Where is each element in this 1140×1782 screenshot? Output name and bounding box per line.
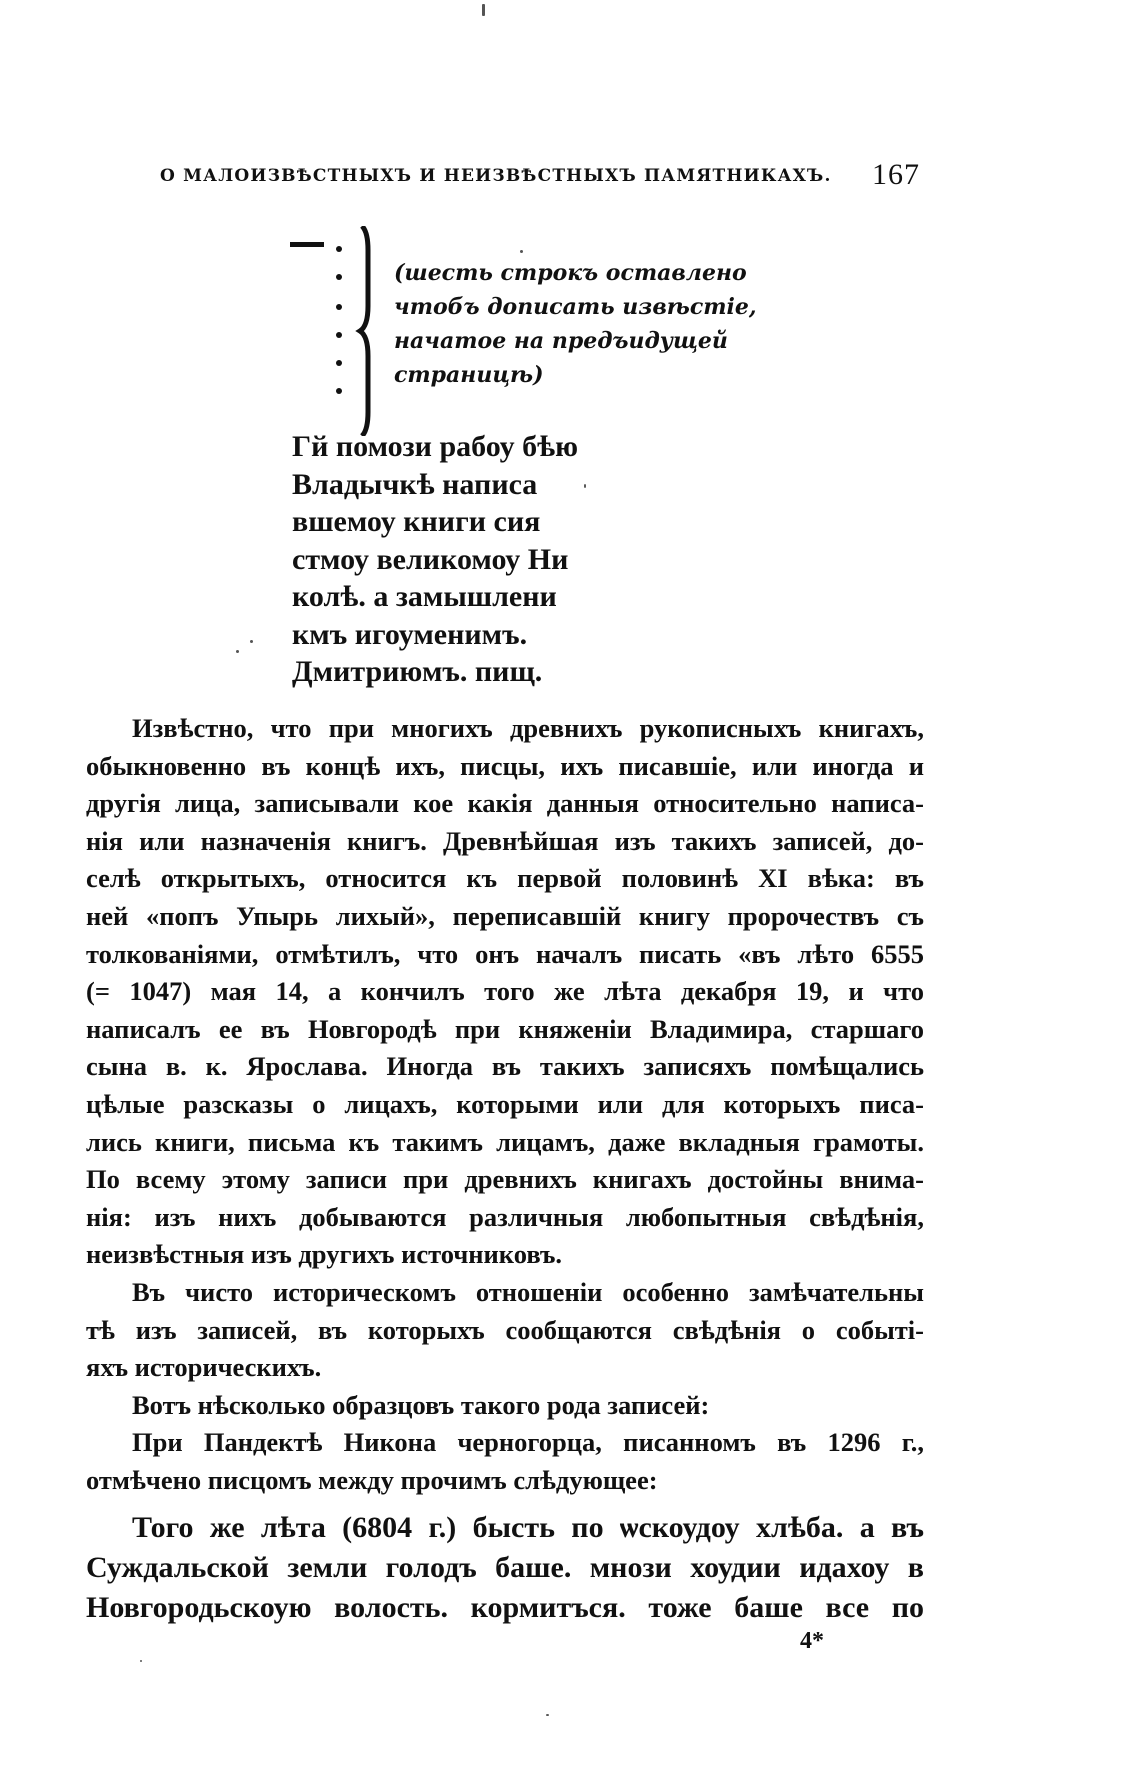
body-line: нія или назначенія книгъ. Древнѣйшая изъ такихъ записей, до- — [86, 825, 924, 856]
inscription-line: колѣ. а замышлени — [292, 580, 557, 613]
body-line: сына в. к. Ярослава. Иногда въ такихъ записяхъ помѣщались — [86, 1051, 924, 1082]
inscription-line: Дмитриюмъ. пищ. — [292, 655, 543, 688]
inscription-line: Владычкѣ написа — [292, 467, 538, 501]
body-line: Въ чисто историческомъ отношеніи особенно замѣчательны — [132, 1276, 924, 1307]
body-text — [86, 710, 924, 1499]
slavonic-inscription — [292, 428, 712, 691]
body-line: По всему этому записи при древнихъ книгахъ достойны внима- — [86, 1164, 924, 1195]
body-line: тѣ изъ записей, въ которыхъ сообщаются свѣдѣнія о событі- — [86, 1314, 924, 1345]
omission-dash — [290, 242, 324, 247]
body-line: другія лица, записывали кое какія данныя относительно написа- — [86, 788, 924, 819]
editorial-note — [394, 256, 774, 392]
curly-brace — [354, 226, 384, 436]
quoted-record — [86, 1508, 924, 1628]
inscription-line: кмъ игоуменимъ. — [292, 617, 528, 651]
note-line: начатое на предъидущей — [394, 328, 728, 354]
inscription-line: стмоу великомоу Ни — [292, 542, 569, 576]
body-line: отмѣчено писцомъ между прочимъ слѣдующее: — [86, 1464, 658, 1495]
print-speck — [546, 1714, 549, 1716]
body-line: цѣлые разсказы о лицахъ, которыми или для которыхъ писа- — [86, 1088, 924, 1119]
body-line: селѣ открытыхъ, относится къ первой половинѣ XI вѣка: въ — [86, 863, 924, 894]
body-line: Извѣстно, что при многихъ древнихъ рукописныхъ книгахъ, — [132, 713, 924, 743]
page-number: 167 — [872, 158, 920, 191]
quote-line: Суждальской земли голодъ баше. мнози хоудии идахоу в — [86, 1551, 924, 1584]
body-line: Вотъ нѣсколько образцовъ такого рода записей: — [132, 1389, 710, 1420]
body-line: ней «попъ Упырь лихый», переписавшій книгу пророчествъ съ — [86, 900, 924, 931]
quote-line: Того же лѣта (6804 г.) бысть по ѡскоудоу хлѣба. а въ — [132, 1511, 924, 1544]
print-speck — [250, 640, 253, 643]
body-line: лись книги, письма къ такимъ лицамъ, даже вкладныя грамоты. — [86, 1126, 924, 1157]
note-line: чтобъ дописать извѣстіе, — [394, 294, 757, 320]
running-title: О МАЛОИЗВѢСТНЫХЪ И НЕИЗВѢСТНЫХЪ ПАМЯТНИКАХЪ. — [160, 166, 832, 186]
note-line: страницѣ) — [394, 362, 544, 388]
body-line: (= 1047) мая 14, а кончилъ того же лѣта декабря 19, и что — [86, 976, 924, 1007]
omission-dot — [336, 388, 342, 394]
body-line: нія: изъ нихъ добываются различныя любопытныя свѣдѣнія, — [86, 1201, 924, 1232]
omission-dot — [336, 274, 342, 280]
print-speck — [520, 250, 523, 253]
omission-dot — [336, 332, 342, 338]
body-line: написалъ ее въ Новгородѣ при княженіи Владимира, старшаго — [86, 1013, 924, 1044]
signature-mark: 4* — [800, 1628, 824, 1654]
omission-marks — [290, 226, 350, 426]
print-speck — [482, 4, 485, 16]
print-speck — [236, 650, 239, 653]
body-line: При Пандектѣ Никона черногорца, писанномъ въ 1296 г., — [132, 1427, 924, 1458]
omission-dot — [336, 246, 342, 252]
omission-dot — [336, 360, 342, 366]
body-line: толкованіями, отмѣтилъ, что онъ началъ писать «въ лѣто 6555 — [86, 938, 924, 969]
note-line: (шесть строкъ оставлено — [394, 260, 747, 286]
running-header — [160, 158, 920, 198]
omission-dot — [336, 304, 342, 310]
inscription-line: вшемоу книги сия — [292, 505, 541, 538]
body-line: яхъ историческихъ. — [86, 1352, 322, 1383]
body-line: неизвѣстныя изъ другихъ источниковъ. — [86, 1239, 563, 1270]
quote-line: Новгородьскоую волость. кормитъся. тоже баше все по — [86, 1591, 924, 1624]
inscription-line: Гй помози рабоу бѣю — [292, 430, 579, 463]
body-line: обыкновенно въ концѣ ихъ, писцы, ихъ писавшіе, или иногда и — [86, 750, 924, 781]
print-speck — [140, 1660, 142, 1662]
